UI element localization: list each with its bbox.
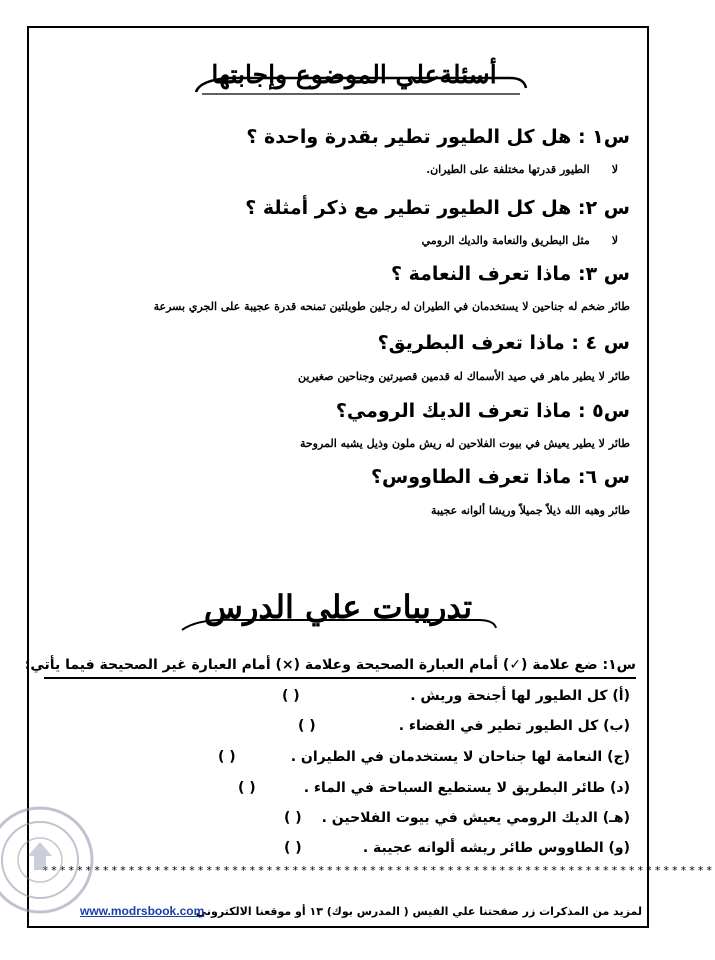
exercise-item-c: (ج) النعامة لها جناحان لا يستخدمان في الطيران . — [290, 749, 630, 765]
page-title-banner — [190, 58, 530, 96]
footer-website-link[interactable]: www.modrsbook.com — [80, 904, 205, 918]
section-underline-icon — [178, 588, 498, 636]
answer-5: طائر لا يطير يعيش في بيوت الفلاحين له ريش ملون وذيل يشبه المروحة — [299, 437, 630, 450]
question-2: س ٢: هل كل الطيور تطير مع ذكر أمثلة ؟ — [245, 197, 630, 219]
answer-1 — [426, 163, 618, 176]
stamp-seal-icon — [0, 800, 100, 920]
footer-text: لمزيد من المذكرات زر صفحتنا علي الفيس ( المدرس بوك) ١٣ أو موقعنا الالكتروني — [195, 905, 642, 918]
section-title: تدريبات علي الدرس — [203, 588, 473, 626]
question-6: س ٦: ماذا تعرف الطاووس؟ — [371, 466, 630, 488]
answer-1-text: الطيور قدرتها مختلفة على الطيران. — [426, 163, 590, 176]
star-separator: ****************************************************************************** — [42, 864, 715, 877]
answer-box-c[interactable]: ( ) — [218, 749, 236, 765]
question-1: س١ : هل كل الطيور تطير بقدرة واحدة ؟ — [246, 126, 630, 148]
exercise-heading: س١: ضع علامة (✓) أمام العبارة الصحيحة وعلامة (×) أمام العبارة غير الصحيحة فيما يأتي: — [24, 657, 636, 673]
question-4: س ٤ : ماذا تعرف البطريق؟ — [377, 332, 630, 354]
answer-box-b[interactable]: ( ) — [298, 718, 316, 734]
answer-3: طائر ضخم له جناحين لا يستخدمان في الطيران له رجلين طويلتين تمنحه قدرة عجيبة على الجري بسرعة — [153, 300, 630, 313]
answer-box-f[interactable]: ( ) — [284, 840, 302, 856]
answer-box-d[interactable]: ( ) — [238, 780, 256, 796]
section-title-banner — [178, 588, 498, 632]
answer-2-prefix: لا — [611, 234, 618, 247]
answer-6: طائر وهبه الله ذيلاً جميلاً وريشا ألوانه عجيبة — [430, 504, 630, 517]
answer-2 — [422, 234, 618, 247]
exercise-item-d: (د) طائر البطريق لا يستطيع السباحة في الماء . — [303, 780, 630, 796]
exercise-item-a: (أ) كل الطيور لها أجنحة وريش . — [410, 688, 630, 704]
answer-box-e[interactable]: ( ) — [284, 810, 302, 826]
question-3: س ٣: ماذا تعرف النعامة ؟ — [391, 263, 630, 285]
answer-2-text: مثل البطريق والنعامة والديك الرومي — [421, 234, 590, 247]
watermark-stamp — [0, 800, 100, 920]
answer-box-a[interactable]: ( ) — [282, 688, 300, 704]
answer-4: طائر لا يطير ماهر في صيد الأسماك له قدمين قصيرتين وجناحين صغيرين — [298, 370, 630, 383]
page-title: أسئلةعلي الموضوع وإجابتها — [211, 60, 497, 89]
question-5: س٥ : ماذا تعرف الديك الرومي؟ — [335, 400, 630, 422]
exercise-item-e: (هـ) الديك الرومي يعيش في بيوت الفلاحين . — [321, 810, 630, 826]
exercise-item-f: (و) الطاووس طائر ريشه ألوانه عجيبة . — [362, 840, 630, 856]
answer-1-prefix: لا — [611, 163, 618, 176]
exercise-underline — [44, 677, 636, 679]
exercise-item-b: (ب) كل الطيور تطير في الفضاء . — [398, 718, 630, 734]
